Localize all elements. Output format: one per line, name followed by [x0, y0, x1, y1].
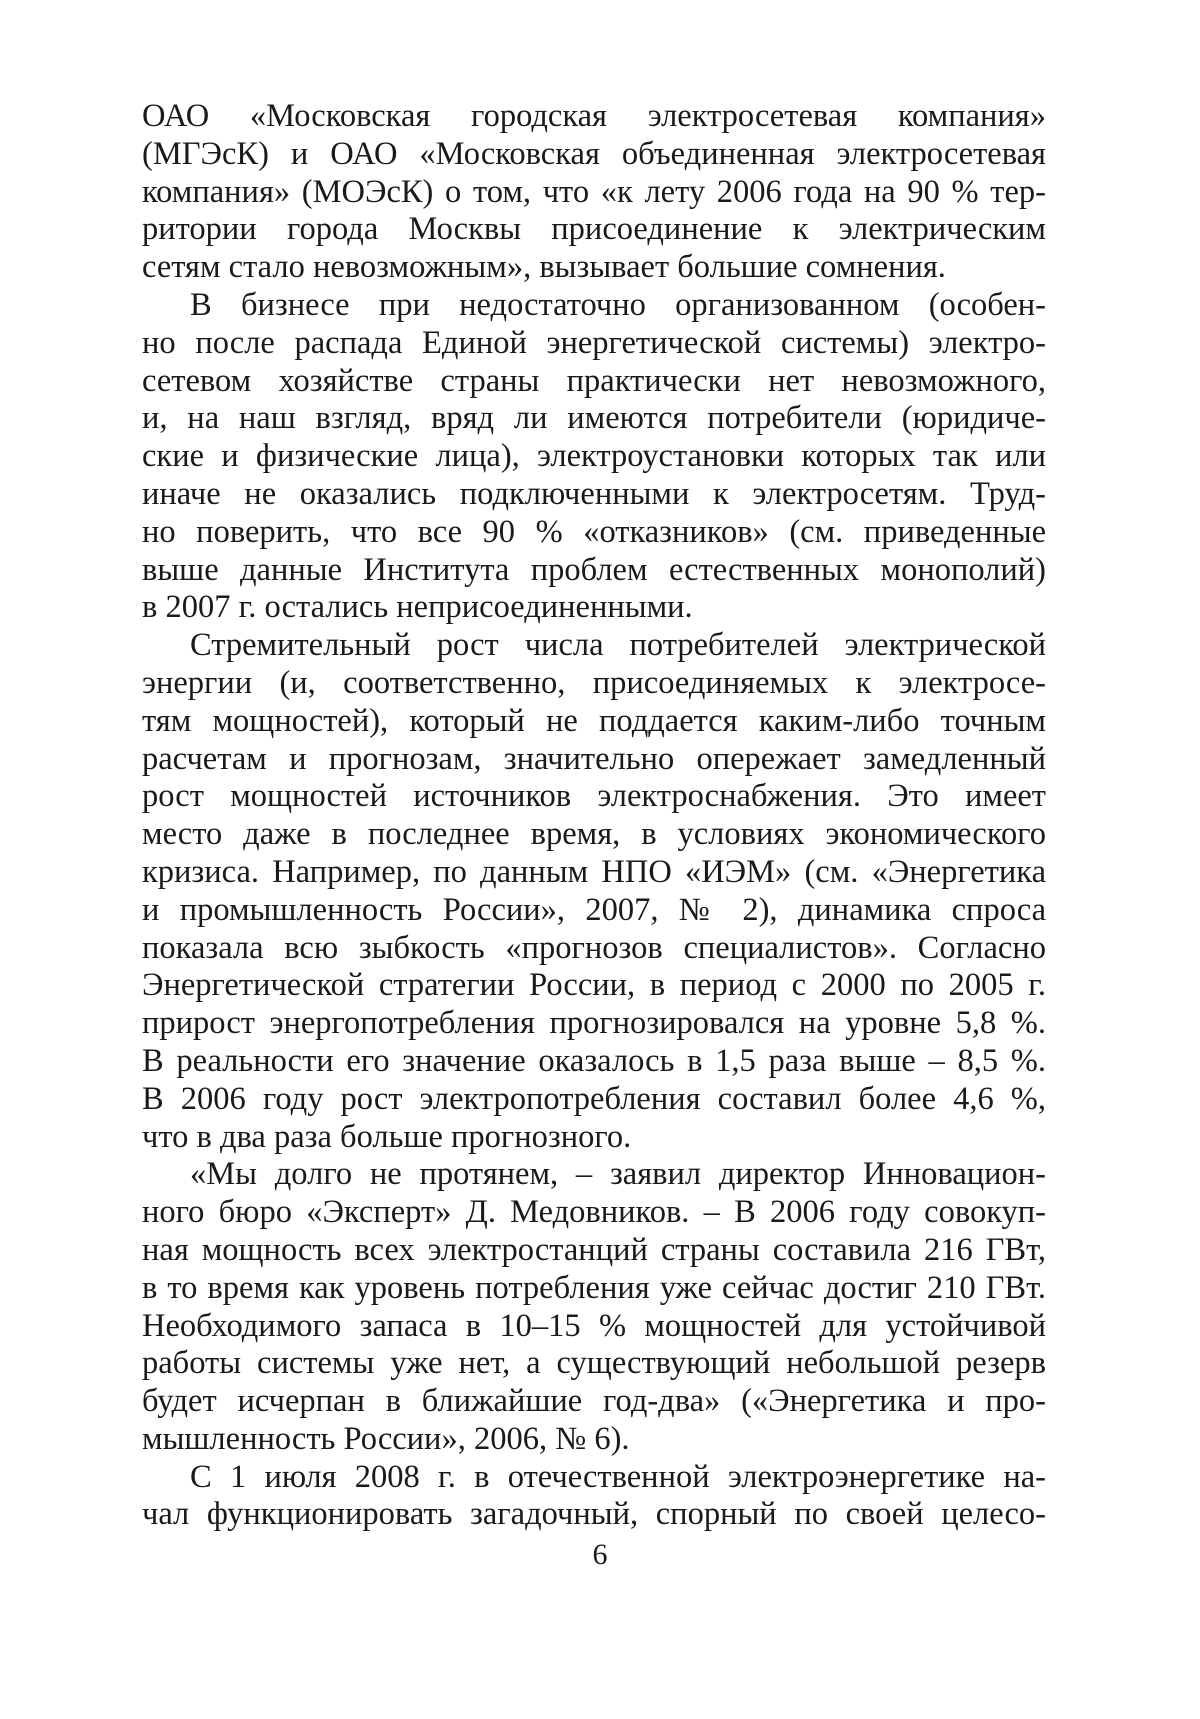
- text-line: будет исчерпан в ближайшие год-два» («Энергетика и про-: [142, 1383, 1046, 1420]
- text-line: энергии (и, соответственно, присоединяемых к электросе-: [142, 664, 1046, 701]
- text-line: тям мощностей), который не поддается каким-либо точным: [142, 702, 1046, 739]
- text-line: выше данные Института проблем естественных монополий): [142, 551, 1046, 588]
- text-line: работы системы уже нет, а существующий небольшой резерв: [142, 1345, 1046, 1382]
- paragraph: [142, 1156, 1046, 1458]
- text-line: В 2006 году рост электропотребления составил более 4,6 %,: [142, 1080, 1046, 1117]
- text-line: но после распада Единой энергетической системы) электро-: [142, 324, 1046, 361]
- text-line: расчетам и прогнозам, значительно опережает замедленный: [142, 740, 1046, 777]
- text-line: иначе не оказались подключенными к электросетям. Труд-: [142, 475, 1046, 512]
- text-line: и промышленность России», 2007, № 2), динамика спроса: [142, 891, 1046, 928]
- text-line: компания» (МОЭсК) о том, что «к лету 2006 года на 90 % тер-: [142, 173, 1046, 210]
- text-line: ритории города Москвы присоединение к электрическим: [142, 211, 1046, 248]
- text-line: Энергетической стратегии России, в период с 2000 по 2005 г.: [142, 967, 1046, 1004]
- paragraph: [142, 98, 1046, 287]
- text-line: что в два раза больше прогнозного.: [142, 1118, 632, 1155]
- text-line: В реальности его значение оказалось в 1,5 раза выше – 8,5 %.: [142, 1042, 1046, 1079]
- paragraph: [142, 1459, 1046, 1535]
- text-line: С 1 июля 2008 г. в отечественной электроэнергетике на-: [190, 1458, 1046, 1495]
- text-line: в то время как уровень потребления уже сейчас достиг 210 ГВт.: [142, 1269, 1046, 1306]
- text-line: ские и физические лица), электроустановки которых так или: [142, 438, 1046, 475]
- text-line: сетям стало невозможным», вызывает большие сомнения.: [142, 249, 946, 286]
- text-line: ОАО «Московская городская электросетевая компания»: [142, 98, 1046, 134]
- text-line: рост мощностей источников электроснабжения. Это имеет: [142, 778, 1046, 815]
- text-line: и, на наш взгляд, вряд ли имеются потребители (юридиче-: [142, 400, 1046, 437]
- text-line: прирост энергопотребления прогнозировался на уровне 5,8 %.: [142, 1005, 1046, 1042]
- text-line: показала всю зыбкость «прогнозов специалистов». Согласно: [142, 929, 1046, 966]
- text-line: ного бюро «Эксперт» Д. Медовников. – В 2006 году совокуп-: [142, 1194, 1046, 1231]
- text-line: В бизнесе при недостаточно организованном (особен-: [190, 286, 1046, 323]
- body-text: [142, 98, 1046, 1534]
- text-line: кризиса. Например, по данным НПО «ИЭМ» (см. «Энергетика: [142, 853, 1046, 890]
- text-line: ная мощность всех электростанций страны составила 216 ГВт,: [142, 1231, 1046, 1268]
- text-line: место даже в последнее время, в условиях экономического: [142, 816, 1046, 853]
- text-line: чал функционировать загадочный, спорный по своей целесо-: [142, 1496, 1046, 1533]
- text-line: Стремительный рост числа потребителей электрической: [190, 627, 1046, 664]
- text-line: сетевом хозяйстве страны практически нет невозможного,: [142, 362, 1046, 399]
- page-number: 6: [592, 1538, 608, 1571]
- text-line: но поверить, что все 90 % «отказников» (см. приведенные: [142, 513, 1046, 550]
- paragraph: [142, 627, 1046, 1156]
- paragraph: [142, 287, 1046, 627]
- text-line: в 2007 г. остались неприсоединенными.: [142, 589, 693, 626]
- text-line: (МГЭсК) и ОАО «Московская объединенная электросетевая: [142, 135, 1046, 172]
- text-line: «Мы долго не протянем, – заявил директор Инновацион-: [190, 1156, 1046, 1193]
- text-line: Необходимого запаса в 10–15 % мощностей для устойчивой: [142, 1307, 1046, 1344]
- text-line: мышленность России», 2006, № 6).: [142, 1420, 630, 1457]
